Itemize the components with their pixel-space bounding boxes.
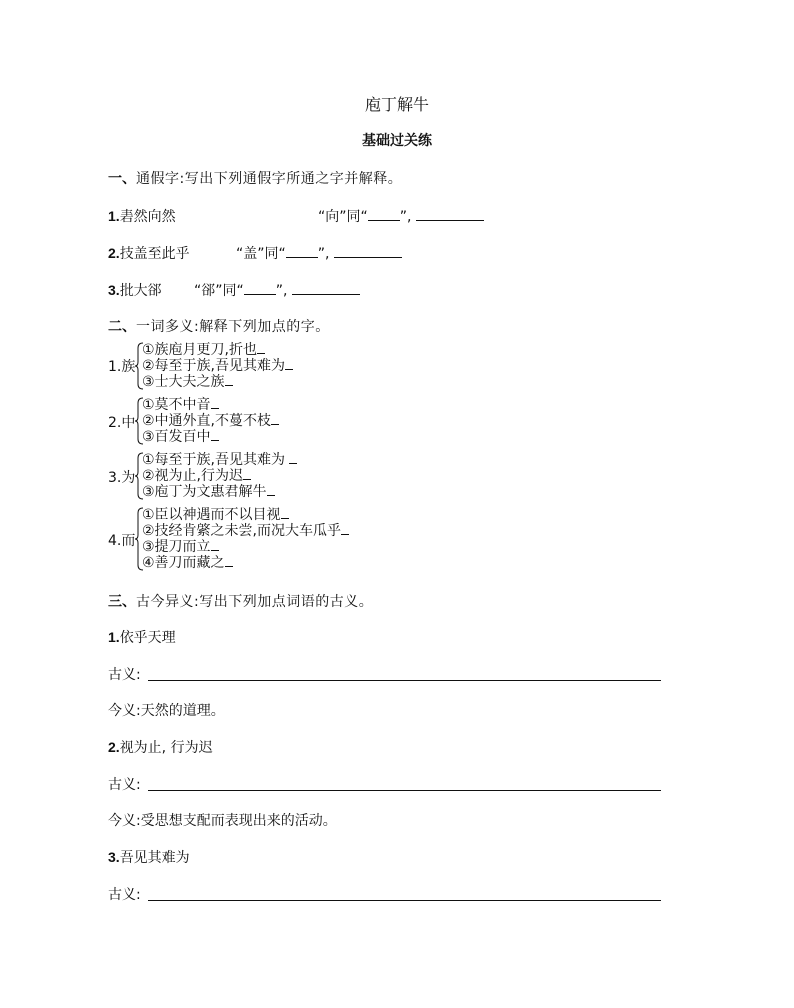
answer-note: “郤”同“ bbox=[194, 283, 244, 299]
gu-label: 古义: bbox=[108, 777, 141, 793]
item-text: ②技经肯綮之未尝,而况大车瓜乎 bbox=[142, 523, 342, 539]
answer-blank-char[interactable] bbox=[368, 208, 400, 221]
polysemy-group-2: 2.中 bbox=[108, 415, 136, 431]
gujin-item-3 bbox=[108, 847, 190, 867]
polysemy-item bbox=[142, 358, 293, 374]
answer-blank[interactable] bbox=[211, 539, 219, 551]
answer-close: ”, bbox=[399, 209, 412, 225]
item-text: ②中通外直,不蔓不枝 bbox=[142, 413, 272, 429]
item-phrase: 批大郤 bbox=[119, 283, 162, 299]
gu-answer-line[interactable] bbox=[148, 680, 661, 681]
polysemy-item bbox=[142, 429, 219, 445]
answer-close: ”, bbox=[317, 246, 330, 262]
polysemy-item bbox=[142, 342, 265, 358]
polysemy-item bbox=[142, 397, 219, 413]
answer-blank[interactable] bbox=[243, 468, 251, 480]
gu-answer-line[interactable] bbox=[148, 790, 661, 791]
answer-note: “盖”同“ bbox=[236, 246, 286, 262]
item-phrase: 依乎天理 bbox=[119, 630, 176, 646]
answer-blank[interactable] bbox=[271, 413, 279, 425]
answer-note: “向”同“ bbox=[318, 209, 368, 225]
tongjia-answer-3 bbox=[194, 280, 360, 300]
item-text: ①族庖月更刀,折也 bbox=[142, 342, 258, 358]
item-number: 1. bbox=[108, 208, 120, 224]
item-text: ②每至于族,吾见其难为 bbox=[142, 358, 286, 374]
item-number: 2. bbox=[108, 245, 120, 261]
answer-close: ”, bbox=[275, 283, 288, 299]
section-3-text: 古今异义:写出下列加点词语的古义。 bbox=[136, 594, 374, 610]
item-text: ①每至于族,吾见其难为 bbox=[142, 452, 290, 468]
answer-blank[interactable] bbox=[225, 374, 233, 386]
gujin-item-2 bbox=[108, 737, 213, 757]
item-text: ③提刀而立 bbox=[142, 539, 211, 555]
jin-meaning: 今义:天然的道理。 bbox=[108, 703, 225, 719]
section-3-prefix: 三、 bbox=[108, 594, 136, 610]
answer-blank[interactable] bbox=[225, 555, 233, 567]
gu-answer-line[interactable] bbox=[148, 900, 661, 901]
item-text: ③百发百中 bbox=[142, 429, 211, 445]
polysemy-item bbox=[142, 452, 297, 468]
page-title: 庖丁解牛 bbox=[364, 95, 429, 114]
section-2-prefix: 二、 bbox=[108, 319, 136, 335]
polysemy-item bbox=[142, 539, 219, 555]
tongjia-item-1 bbox=[108, 206, 176, 226]
section-1-prefix: 一、 bbox=[108, 171, 136, 187]
polysemy-item bbox=[142, 555, 233, 571]
polysemy-item bbox=[142, 374, 233, 390]
item-text: ②视为止,行为迟 bbox=[142, 468, 244, 484]
item-text: ③庖丁为文惠君解牛 bbox=[142, 484, 267, 500]
item-text: ③士大夫之族 bbox=[142, 374, 225, 390]
answer-blank[interactable] bbox=[257, 342, 265, 354]
item-text: ①莫不中音 bbox=[142, 397, 211, 413]
answer-blank-explain[interactable] bbox=[416, 208, 484, 221]
item-phrase: 技盖至此乎 bbox=[119, 246, 190, 262]
answer-blank[interactable] bbox=[289, 452, 297, 464]
item-number: 2. bbox=[108, 739, 120, 755]
item-phrase: 吾见其难为 bbox=[119, 850, 190, 866]
item-phrase: 砉然向然 bbox=[119, 209, 176, 225]
item-number: 3. bbox=[108, 849, 120, 865]
polysemy-group-3: 3.为 bbox=[108, 470, 136, 486]
section-3-heading bbox=[108, 591, 373, 611]
polysemy-item bbox=[142, 523, 349, 539]
item-text: ④善刀而藏之 bbox=[142, 555, 225, 571]
answer-blank-explain[interactable] bbox=[292, 282, 360, 295]
polysemy-group-4: 4.而 bbox=[108, 533, 136, 549]
item-number: 1. bbox=[108, 629, 120, 645]
page-subtitle: 基础过关练 bbox=[362, 133, 432, 149]
polysemy-item bbox=[142, 413, 279, 429]
polysemy-item bbox=[142, 484, 275, 500]
answer-blank[interactable] bbox=[341, 523, 349, 535]
item-phrase: 视为止, 行为迟 bbox=[119, 740, 213, 756]
item-text: ①臣以神遇而不以目视 bbox=[142, 507, 281, 523]
answer-blank-char[interactable] bbox=[286, 245, 318, 258]
tongjia-item-2 bbox=[108, 243, 190, 263]
answer-blank-char[interactable] bbox=[244, 282, 276, 295]
tongjia-answer-2 bbox=[236, 243, 402, 263]
section-2-heading bbox=[108, 316, 330, 336]
answer-blank[interactable] bbox=[211, 397, 219, 409]
section-1-heading bbox=[108, 168, 402, 188]
answer-blank[interactable] bbox=[281, 507, 289, 519]
tongjia-answer-1 bbox=[318, 206, 484, 226]
section-1-text: 通假字:写出下列通假字所通之字并解释。 bbox=[136, 171, 403, 187]
polysemy-group-1: 1.族 bbox=[108, 359, 136, 375]
jin-meaning: 今义:受思想支配而表现出来的活动。 bbox=[108, 813, 337, 829]
answer-blank[interactable] bbox=[267, 484, 275, 496]
gu-label: 古义: bbox=[108, 887, 141, 903]
gujin-item-1 bbox=[108, 627, 176, 647]
polysemy-item bbox=[142, 507, 289, 523]
answer-blank[interactable] bbox=[285, 358, 293, 370]
answer-blank-explain[interactable] bbox=[334, 245, 402, 258]
answer-blank[interactable] bbox=[211, 429, 219, 441]
tongjia-item-3 bbox=[108, 280, 162, 300]
section-2-text: 一词多义:解释下列加点的字。 bbox=[136, 319, 330, 335]
item-number: 3. bbox=[108, 282, 120, 298]
gu-label: 古义: bbox=[108, 667, 141, 683]
polysemy-item bbox=[142, 468, 251, 484]
